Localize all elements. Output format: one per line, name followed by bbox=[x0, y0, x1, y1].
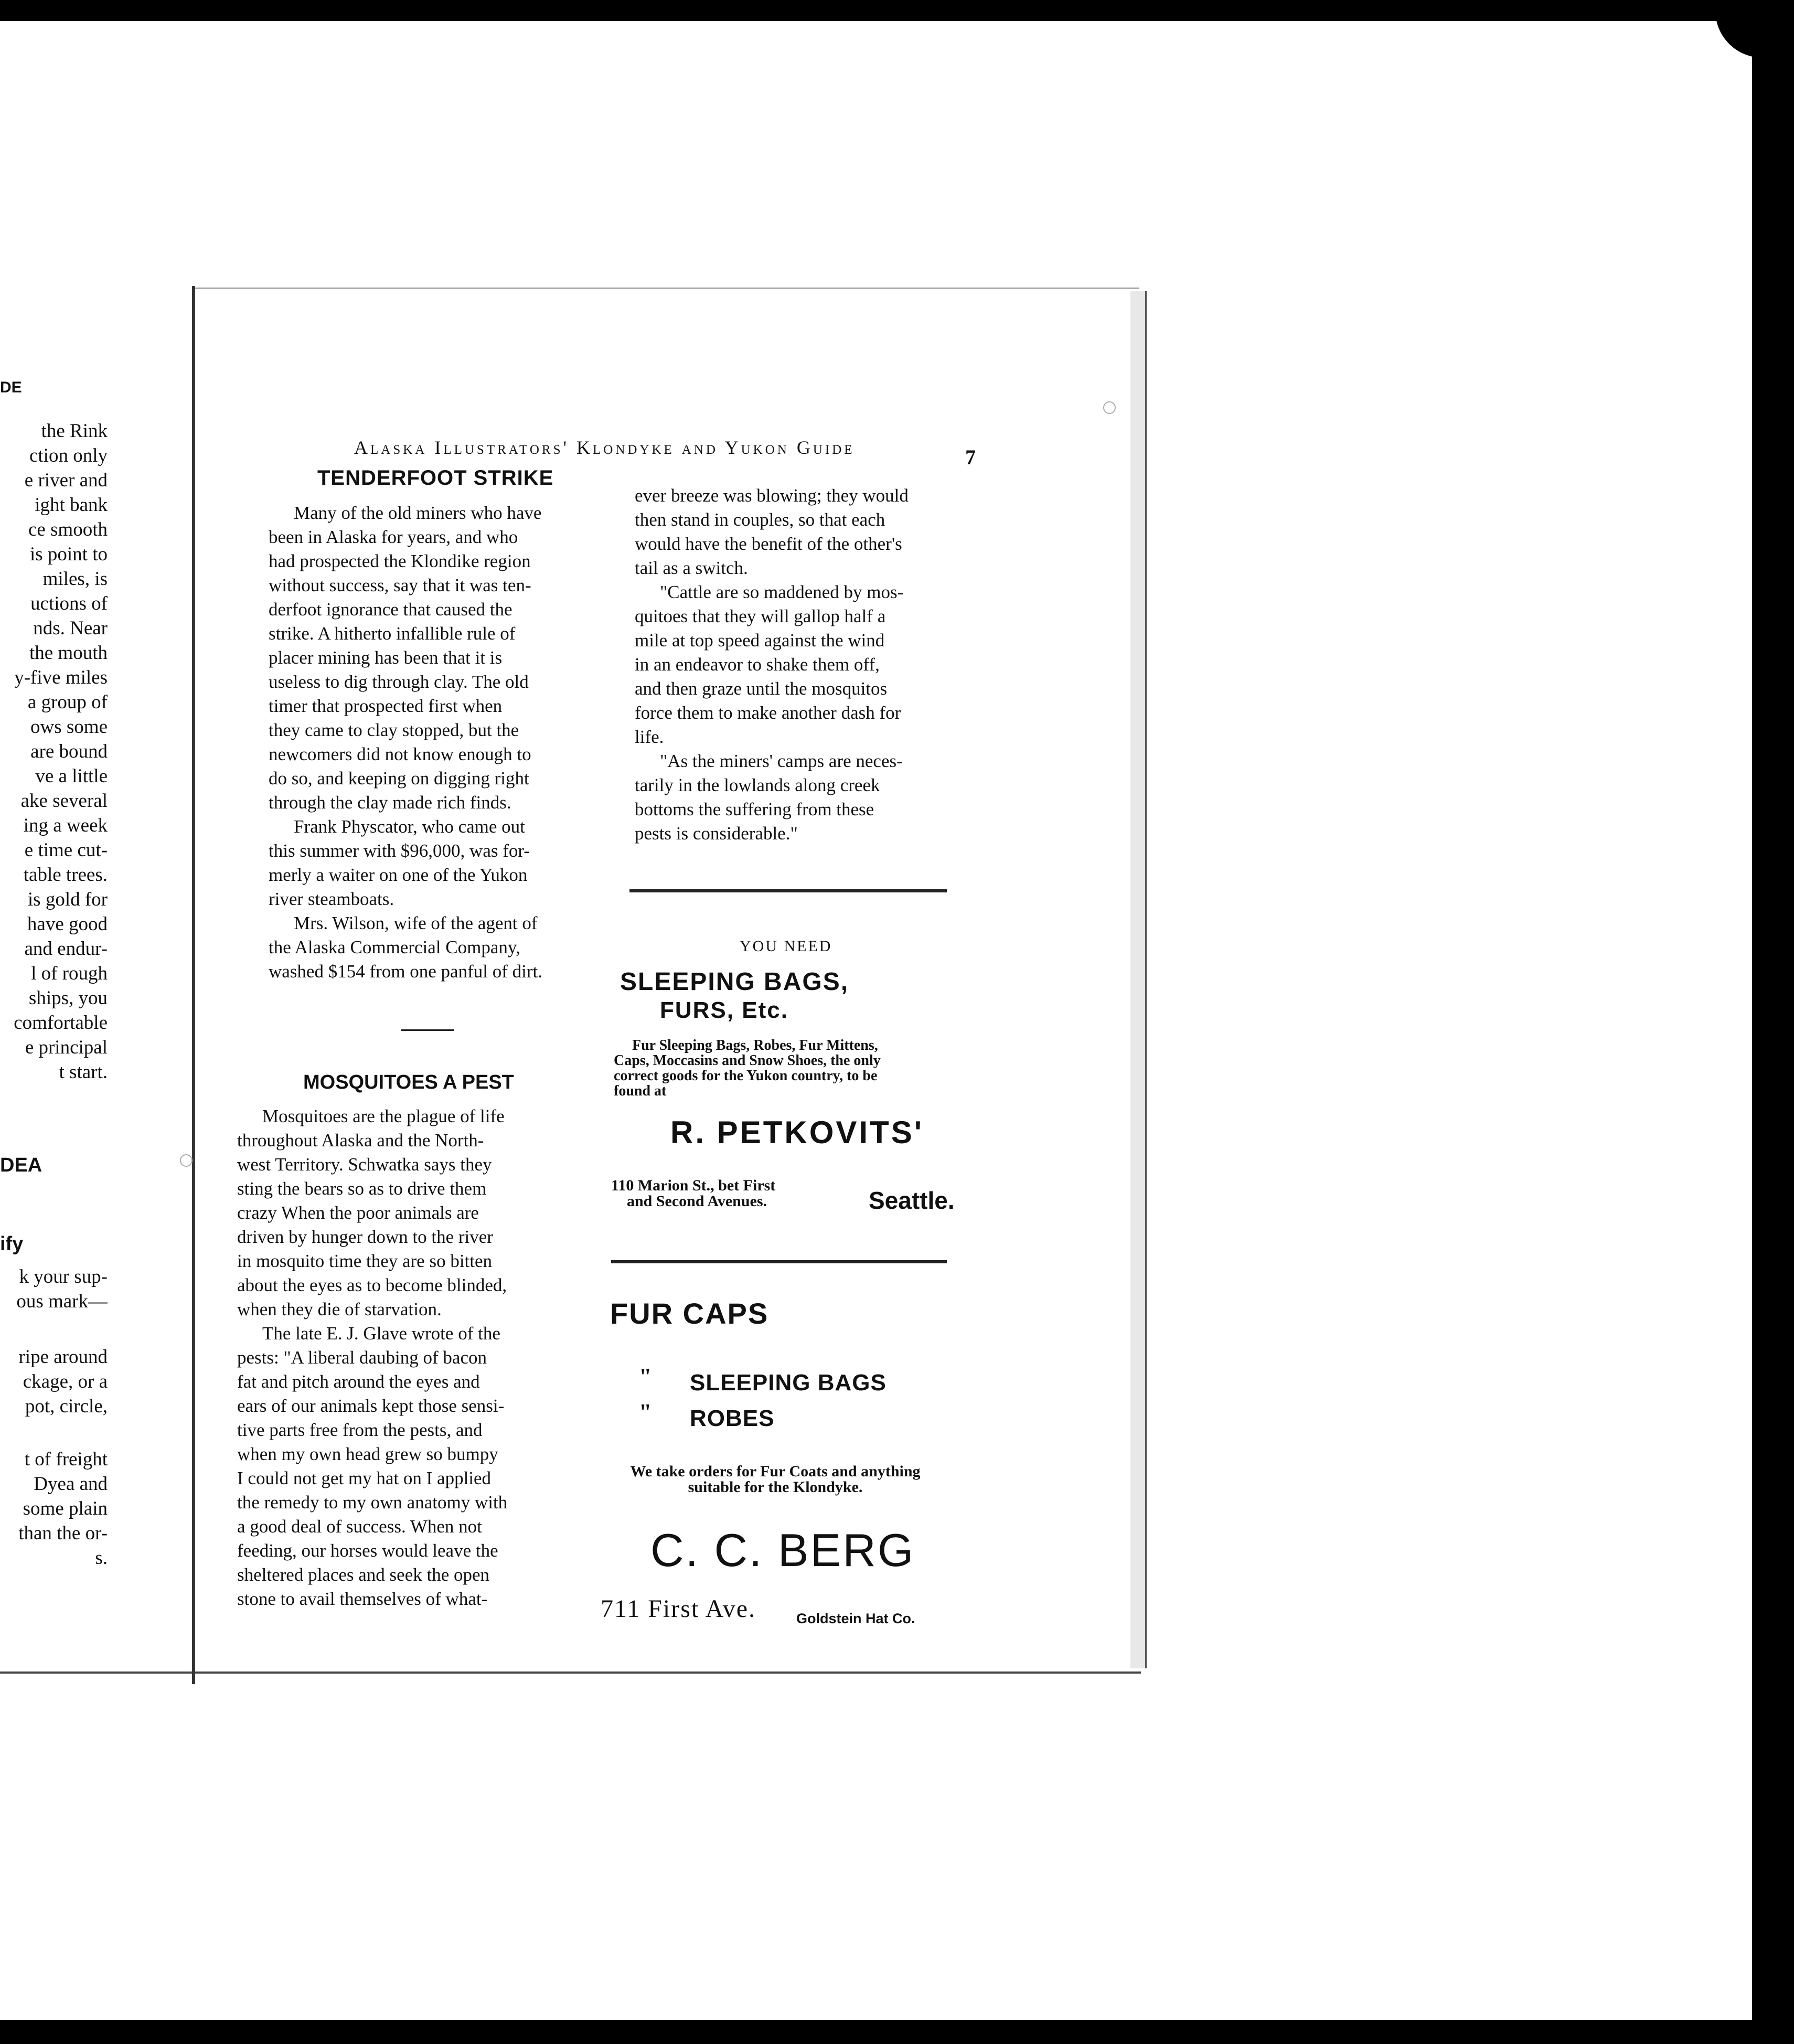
text-line: when they die of starvation. bbox=[237, 1299, 442, 1319]
text-line: 110 Marion St., bet First bbox=[611, 1177, 776, 1194]
left-page-column-3 bbox=[0, 1345, 108, 1419]
text-line: life. bbox=[635, 727, 664, 747]
left-line: ows some bbox=[30, 716, 108, 738]
text-line: pests is considerable." bbox=[635, 823, 798, 844]
text-line: the Alaska Commercial Company, bbox=[269, 937, 520, 957]
article-title-mosquitoes: MOSQUITOES A PEST bbox=[303, 1071, 514, 1093]
text-line: without success, say that it was ten- bbox=[269, 575, 531, 595]
left-line: table trees. bbox=[23, 864, 108, 886]
ad-berg-name: C. C. BERG bbox=[650, 1524, 915, 1576]
ad-berg-address: 711 First Ave. bbox=[601, 1595, 756, 1623]
left-line: is gold for bbox=[27, 889, 108, 910]
ad-company-name: Goldstein Hat Co. bbox=[796, 1611, 915, 1626]
text-line: driven by hunger down to the river bbox=[237, 1227, 493, 1247]
text-line: then stand in couples, so that each bbox=[635, 509, 885, 530]
text-line: crazy When the poor animals are bbox=[237, 1202, 479, 1223]
text-line: I could not get my hat on I applied bbox=[237, 1468, 492, 1488]
left-page-heading-3: ify bbox=[0, 1233, 24, 1255]
left-line: s. bbox=[95, 1547, 108, 1569]
left-line: t start. bbox=[59, 1061, 108, 1083]
text-line: Many of the old miners who have bbox=[294, 503, 542, 523]
punch-hole-mark bbox=[1103, 401, 1116, 414]
text-line: the remedy to my own anatomy with bbox=[237, 1492, 508, 1513]
article-body-mosquitoes bbox=[237, 1104, 594, 1611]
ad-fur-caps: FUR CAPS bbox=[610, 1297, 769, 1330]
ad-furs-heading: FURS, Etc. bbox=[660, 997, 788, 1023]
text-line: and Second Avenues. bbox=[627, 1193, 767, 1210]
text-line: in an endeavor to shake them off, bbox=[635, 654, 880, 675]
ad-divider bbox=[611, 1260, 947, 1263]
text-line: placer mining has been that it is bbox=[269, 647, 503, 668]
ditto-mark: " bbox=[639, 1399, 652, 1425]
text-line: river steamboats. bbox=[269, 889, 394, 909]
left-line: uctions of bbox=[30, 593, 108, 614]
ad-item-sleeping-bags: SLEEPING BAGS bbox=[690, 1370, 887, 1396]
text-line: they came to clay stopped, but the bbox=[269, 720, 519, 740]
text-line: "As the miners' camps are neces- bbox=[660, 751, 903, 771]
text-line: ears of our animals kept those sensi- bbox=[237, 1396, 505, 1416]
left-line: Dyea and bbox=[34, 1473, 108, 1495]
text-line: through the clay made rich finds. bbox=[269, 792, 511, 813]
left-line: e river and bbox=[24, 470, 108, 491]
scan-border-bottom bbox=[0, 2020, 1794, 2044]
left-line: ships, you bbox=[28, 987, 108, 1009]
punch-hole-mark bbox=[180, 1154, 193, 1167]
scan-border-right bbox=[1752, 0, 1794, 2044]
text-line: We take orders for Fur Coats and anything bbox=[630, 1463, 921, 1480]
ad-description bbox=[614, 1038, 960, 1099]
text-line: suitable for the Klondyke. bbox=[688, 1478, 863, 1496]
text-line: ever breeze was blowing; they would bbox=[635, 485, 909, 506]
article-body-continued bbox=[635, 484, 976, 846]
ad-city: Seattle. bbox=[869, 1187, 955, 1214]
ad-merchant-name: R. PETKOVITS' bbox=[670, 1115, 924, 1150]
left-line: ction only bbox=[29, 445, 108, 466]
left-line: l of rough bbox=[31, 963, 108, 984]
left-line: a group of bbox=[27, 691, 108, 713]
ad-divider bbox=[629, 889, 947, 892]
ad-address bbox=[611, 1178, 775, 1209]
text-line: had prospected the Klondike region bbox=[269, 551, 531, 571]
left-line: ve a little bbox=[35, 765, 108, 787]
text-line: "Cattle are so maddened by mos- bbox=[660, 582, 904, 602]
scan-border-corner bbox=[1715, 0, 1778, 58]
text-line: west Territory. Schwatka says they bbox=[237, 1154, 492, 1175]
text-line: bottoms the suffering from these bbox=[635, 799, 874, 819]
text-line: been in Alaska for years, and who bbox=[269, 527, 518, 547]
text-line: correct goods for the Yukon country, to be bbox=[614, 1068, 878, 1084]
text-line: pests: "A liberal daubing of bacon bbox=[237, 1347, 487, 1368]
article-body-tenderfoot bbox=[269, 501, 604, 984]
text-line: quitoes that they will gallop half a bbox=[635, 606, 886, 626]
left-line: and endur- bbox=[24, 938, 108, 960]
text-line: found at bbox=[614, 1083, 667, 1099]
left-line: are bound bbox=[30, 741, 108, 762]
ad-sleeping-bags-heading: SLEEPING BAGS, bbox=[620, 968, 849, 996]
text-line: fat and pitch around the eyes and bbox=[237, 1371, 480, 1392]
text-line: useless to dig through clay. The old bbox=[269, 672, 529, 692]
text-line: tive parts free from the pests, and bbox=[237, 1420, 483, 1440]
text-line: tail as a switch. bbox=[635, 558, 748, 578]
left-line: ake several bbox=[20, 790, 108, 812]
left-line: e principal bbox=[25, 1037, 108, 1058]
text-line: The late E. J. Glave wrote of the bbox=[262, 1323, 500, 1344]
text-line: feeding, our horses would leave the bbox=[237, 1540, 498, 1561]
left-page-column bbox=[0, 419, 108, 1084]
scan-border-top bbox=[0, 0, 1752, 21]
book-binding bbox=[192, 286, 195, 1684]
left-line: k your sup- bbox=[19, 1266, 108, 1287]
text-line: this summer with $96,000, was for- bbox=[269, 840, 530, 861]
left-line: the Rink bbox=[41, 420, 108, 442]
left-line: nds. Near bbox=[33, 618, 108, 639]
left-line: ight bank bbox=[35, 494, 108, 516]
text-line: stone to avail themselves of what- bbox=[237, 1589, 488, 1609]
left-line: t of freight bbox=[24, 1449, 108, 1470]
left-line: y-five miles bbox=[14, 667, 108, 688]
ad-note bbox=[605, 1464, 946, 1495]
text-line: about the eyes as to become blinded, bbox=[237, 1275, 507, 1295]
text-line: sheltered places and seek the open bbox=[237, 1564, 490, 1585]
text-line: throughout Alaska and the North- bbox=[237, 1130, 484, 1151]
text-line: in mosquito time they are so bitten bbox=[237, 1251, 493, 1271]
text-line: do so, and keeping on digging right bbox=[269, 768, 529, 789]
running-title: Alaska Illustrators' Klondyke and Yukon Guide bbox=[354, 437, 855, 458]
text-line: force them to make another dash for bbox=[635, 702, 901, 723]
text-line: newcomers did not know enough to bbox=[269, 744, 531, 764]
text-line: strike. A hitherto infallible rule of bbox=[269, 623, 516, 644]
left-page-heading: DE bbox=[0, 379, 22, 396]
text-line: Fur Sleeping Bags, Robes, Fur Mittens, bbox=[632, 1037, 878, 1053]
text-line: merly a waiter on one of the Yukon bbox=[269, 865, 528, 885]
text-line: Caps, Moccasins and Snow Shoes, the only bbox=[614, 1052, 881, 1069]
ad-item-robes: ROBES bbox=[690, 1406, 775, 1431]
left-line: ckage, or a bbox=[23, 1371, 108, 1392]
left-page-heading-2: DEA bbox=[0, 1154, 42, 1176]
text-line: sting the bears so as to drive them bbox=[237, 1178, 487, 1199]
text-line: derfoot ignorance that caused the bbox=[269, 599, 512, 620]
text-line: Frank Physcator, who came out bbox=[294, 816, 525, 837]
left-line: miles, is bbox=[42, 568, 108, 590]
text-line: Mrs. Wilson, wife of the agent of bbox=[294, 913, 538, 933]
section-divider bbox=[401, 1029, 454, 1031]
ditto-mark: " bbox=[639, 1364, 652, 1389]
left-line: pot, circle, bbox=[25, 1396, 108, 1417]
text-line: and then graze until the mosquitos bbox=[635, 678, 888, 699]
page-number: 7 bbox=[965, 445, 976, 469]
text-line: when my own head grew so bumpy bbox=[237, 1444, 498, 1464]
left-page-column-4 bbox=[0, 1447, 108, 1570]
left-line: is point to bbox=[29, 544, 108, 565]
left-line: ous mark— bbox=[16, 1291, 108, 1312]
left-line: e time cut- bbox=[24, 839, 108, 861]
article-title-tenderfoot: TENDERFOOT STRIKE bbox=[317, 466, 554, 489]
left-line: ing a week bbox=[23, 815, 108, 836]
left-line: ce smooth bbox=[28, 519, 108, 540]
text-line: Mosquitoes are the plague of life bbox=[262, 1106, 505, 1126]
ad-you-need: YOU NEED bbox=[740, 938, 832, 955]
text-line: a good deal of success. When not bbox=[237, 1516, 482, 1537]
text-line: mile at top speed against the wind bbox=[635, 630, 885, 651]
left-line: comfortable bbox=[14, 1012, 108, 1034]
text-line: timer that prospected first when bbox=[269, 696, 503, 716]
page-edge bbox=[1130, 291, 1147, 1668]
left-line: some plain bbox=[23, 1498, 108, 1519]
left-page-column-2 bbox=[0, 1264, 108, 1314]
left-line: the mouth bbox=[29, 642, 108, 664]
page-bottom-edge bbox=[0, 1672, 1141, 1674]
text-line: would have the benefit of the other's bbox=[635, 534, 902, 554]
text-line: washed $154 from one panful of dirt. bbox=[269, 961, 542, 982]
text-line: tarily in the lowlands along creek bbox=[635, 775, 880, 795]
left-line: than the or- bbox=[18, 1523, 108, 1544]
left-line: ripe around bbox=[18, 1346, 108, 1368]
left-line: have good bbox=[27, 913, 108, 935]
page-top-edge bbox=[195, 288, 1139, 289]
